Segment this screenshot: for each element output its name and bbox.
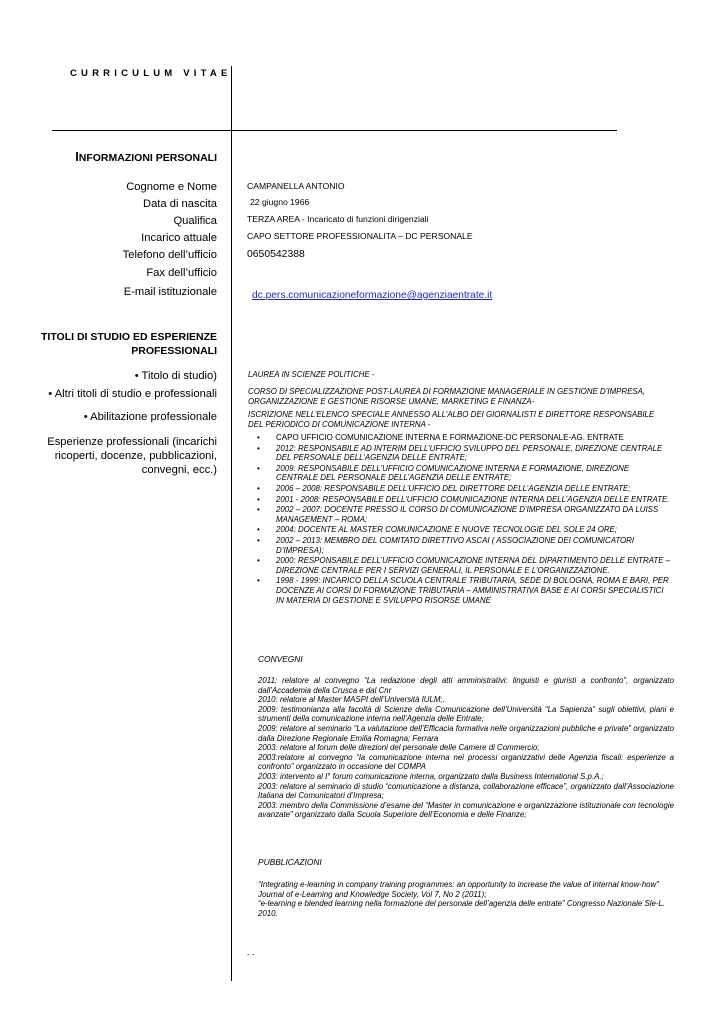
footer-mark: - -: [247, 950, 255, 959]
label-altri-titoli: • Altri titoli di studio e professionali: [48, 388, 217, 400]
value-telefono: 0650542388: [247, 249, 305, 260]
list-item: “Integrating e-learning in company training programmes: an opportunity to increase the value of internal know-how” Journal of e-Learning and Knowledge Society, Vol 7, No 2 (2011);: [258, 880, 659, 899]
degree-text: LAUREA IN SCIENZE POLITICHE -: [248, 370, 375, 379]
value-data-nascita: 22 giugno 1966: [250, 197, 310, 207]
label-titolo-studio: • Titolo di studio): [134, 370, 217, 382]
pubblicazioni-list: [258, 880, 674, 918]
value-incarico-attuale: CAPO SETTORE PROFESSIONALITA – DC PERSONALE: [247, 231, 473, 241]
experience-text: 2000: RESPONSABILE DELL’UFFICIO COMUNICAZIONE INTERNA DEL DIPARTIMENTO DELLE ENTRATE – DIREZIONE CENTRALE PER I SERVIZI GENERALI, IL PERSONALE E L’ORGANIZZAZIONE.: [276, 556, 671, 575]
list-item: [248, 444, 673, 463]
list-item: [248, 505, 673, 524]
list-item: “e-learning e blended learning nella formazione del personale dell’agenzia delle entrate” Congresso Nazionale Sle-L. 2010.: [258, 899, 666, 918]
studies-heading: [41, 330, 217, 358]
bullet-icon: •: [257, 443, 260, 453]
list-item: [248, 556, 673, 575]
bullet-icon: •: [257, 576, 260, 586]
experience-text: 1998 - 1999: INCARICO DELLA SCUOLA CENTRALE TRIBUTARIA, SEDE DI BOLOGNA, ROMA E BARI, PER DOCENZE AI CORSI DI FORMAZIONE TRIBUTARIA – AMMINISTRATIVA BASE E AI CORSI SPECIALISTICI IN MATERIA DI GESTIONE E SVILUPPO RISORSE UMANE: [276, 576, 669, 605]
label-abilitazione: • Abilitazione professionale: [83, 411, 217, 423]
horizontal-divider: [52, 130, 617, 131]
studies-heading-line1: TITOLI DI STUDIO ED ESPERIENZE: [41, 331, 217, 343]
bullet-icon: •: [257, 525, 260, 535]
bullet-icon: •: [257, 535, 260, 545]
bullet-icon: •: [257, 433, 260, 442]
experience-text: 2012: RESPONSABILE AD INTERIM DELL’UFFICIO SVILUPPO DEL PERSONALE, DIREZIONE CENTRALE DEL PERSONALE DELL’AGENZIA DELLE ENTRATE;: [276, 443, 663, 463]
experience-text: 2001 - 2008: RESPONSABILE DELL’UFFICIO COMUNICAZIONE INTERNA DELL’AGENZIA DELLE ENTRATE.: [276, 494, 670, 504]
personal-info-heading: [75, 150, 217, 164]
experience-text: 2002 – 2013: MEMBRO DEL COMITATO DIRETTIVO ASCAI ( ASSOCIAZIONE DEI COMUNICATORI D’IMPRESA);: [276, 535, 635, 555]
experience-text: CAPO UFFICIO COMUNICAZIONE INTERNA E FORMAZIONE-DC PERSONALE-AG. ENTRATE: [276, 433, 624, 442]
personal-info-heading-rest: NFORMAZIONI PERSONALI: [78, 152, 217, 164]
list-item: 2009: relatore al seminario “La valutazione dell’Efficacia formativa nelle organizzazioni pubbliche e private” organizzato dalla Direzione Regionale Emilia Romagna; Ferrara: [258, 723, 674, 743]
convegni-heading: CONVEGNI: [258, 654, 303, 664]
list-item: [248, 525, 673, 535]
label-email: E-mail istituzionale: [123, 286, 217, 298]
list-item: 2003: relatore al seminario di studio “comunicazione a distanza, collaborazione efficace”, organizzato dall’Associazione Italiana dei Comunicatori d’Impresa;: [258, 781, 674, 801]
label-telefono: Telefono dell’ufficio: [122, 249, 217, 261]
value-cognome-nome: CAMPANELLA ANTONIO: [247, 181, 345, 191]
vertical-divider: [231, 66, 232, 981]
list-item: 2003: relatore al forum delle direzioni del personale delle Camere di Commercio;: [258, 743, 540, 753]
bullet-icon: •: [257, 494, 260, 504]
list-item: 2003: intervento al I° forum comunicazione interna, organizzato dalla Business International S.p.A.;: [258, 771, 604, 781]
list-item: 2010: relatore al Master MASPI dell’Università IULM;.: [258, 695, 445, 705]
bullet-icon: •: [257, 505, 260, 515]
pubblicazioni-heading: PUBBLICAZIONI: [258, 857, 322, 867]
experience-text: 2009: RESPONSABILE DELL’UFFICIO COMUNICAZIONE INTERNA E FORMAZIONE, DIREZIONE CENTRALE DEL PERSONALE DELL’AGENZIA DELLE ENTRATE;: [276, 463, 630, 483]
cv-title: CURRICULUM VITAE: [70, 68, 232, 79]
label-esperienze: Esperienze professionali (incarichi ricoperti, docenze, pubblicazioni, convegni, ecc.): [47, 436, 217, 476]
experience-list: [248, 433, 673, 606]
studies-heading-line2: PROFESSIONALI: [131, 345, 217, 357]
list-item: 2003: membro della Commissione d’esame del “Master in comunicazione e organizzazione istituzionale con tecnologie avanzate” organizzato dalla Scuola Superiore dell’Economia e delle Finanze;: [258, 800, 674, 820]
personal-info-heading-initial: I: [75, 150, 79, 164]
bullet-icon: •: [257, 463, 260, 473]
postgrad-text: CORSO DI SPECIALIZZAZIONE POST-LAUREA DI FORMAZIONE MANAGERIALE IN GESTIONE D’IMPRESA, ORGANIZZAZIONE E GESTIONE RISORSE UMANE, MARKETING E FINANZA-: [248, 387, 646, 406]
bullet-icon: •: [257, 556, 260, 566]
experience-text: 2004: DOCENTE AL MASTER COMUNICAZIONE E NUOVE TECNOLOGIE DEL SOLE 24 ORE;: [276, 525, 617, 535]
email-link[interactable]: dc.pers.comunicazioneformazione@agenziaentrate.it: [252, 290, 493, 301]
list-item: [248, 464, 673, 483]
label-qualifica: Qualifica: [173, 215, 217, 227]
value-qualifica: TERZA AREA - Incaricato di funzioni dirigenziali: [247, 214, 429, 224]
label-data-nascita: Data di nascita: [142, 198, 217, 210]
list-item: 2009: testimonianza alla facoltà di Scienze della Comunicazione dell’Università “La Sapienza” sugli obiettivi, piani e strumenti della comunicazione interna nell’Agenzia delle Entrate;: [258, 704, 674, 724]
convegni-list: [258, 676, 674, 820]
list-item: 2003:relatore al convegno “la comunicazione interna nei processi organizzativi delle Agenzia fiscali: esperienze a confronto” organizzato in occasione del COMPA: [258, 752, 674, 772]
list-item: [248, 576, 673, 605]
list-item: [248, 536, 673, 555]
bullet-icon: •: [257, 483, 260, 493]
list-item: [248, 484, 673, 494]
label-fax: Fax dell’ufficio: [146, 267, 217, 279]
label-cognome-nome: Cognome e Nome: [126, 181, 217, 193]
label-incarico-attuale: Incarico attuale: [141, 232, 217, 244]
list-item: [248, 433, 673, 443]
experience-text: 2002 – 2007: DOCENTE PRESSO IL CORSO DI COMUNICAZIONE D’IMPRESA ORGANIZZATO DA LUISS MANAGEMENT – ROMA;: [276, 505, 659, 524]
registration-text: ISCRIZIONE NELL’ELENCO SPECIALE ANNESSO ALL’ALBO DEI GIORNALISTI E DIRETTORE RESPONSABILE DEL PERIODICO DI COMUNICAZIONE INTERNA -: [248, 410, 655, 429]
list-item: 2011: relatore al convegno “La redazione degli atti amministrativi: linguisti e giuristi a confronto”, organizzato dall’Accademia della Crusca e dal Cnr: [258, 676, 674, 695]
list-item: [248, 495, 673, 505]
experience-text: 2006 – 2008: RESPONSABILE DELL’UFFICIO DEL DIRETTORE DELL’AGENZIA DELLE ENTRATE;: [276, 483, 631, 493]
